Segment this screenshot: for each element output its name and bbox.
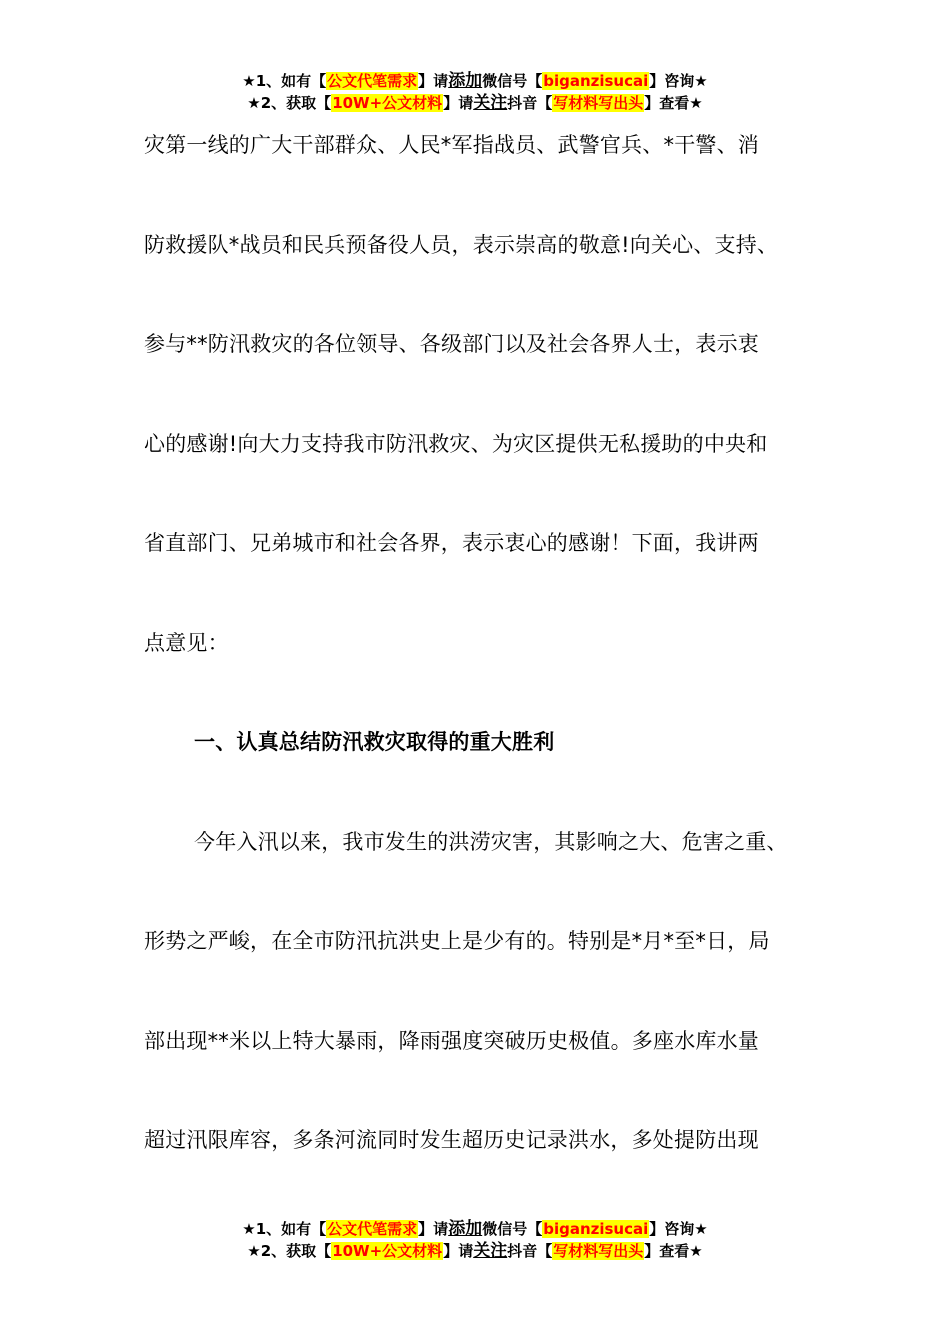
document-body	[144, 120, 824, 1215]
banner-line-2	[0, 92, 950, 114]
banner-text: 】请	[418, 1220, 449, 1238]
paragraph-line: 部出现**米以上特大暴雨，降雨强度突破历史极值。多座水库水量	[144, 1028, 759, 1053]
banner-line-1	[0, 1218, 950, 1240]
banner-text: ★1、如有【	[242, 1220, 327, 1238]
banner-emphasis: 添加	[448, 71, 483, 91]
footer-banner	[0, 1218, 950, 1262]
banner-emphasis: 添加	[448, 1219, 483, 1239]
banner-text: ★2、获取【	[247, 1242, 332, 1260]
paragraph-line: 省直部门、兄弟城市和社会各界，表示衷心的感谢！下面，我讲两	[144, 531, 759, 555]
banner-wechat-id: biganzisucai	[543, 1220, 649, 1238]
banner-text: 】咨询★	[649, 1220, 708, 1238]
paragraph-line: 今年入汛以来，我市发生的洪涝灾害，其影响之大、危害之重、	[194, 829, 788, 854]
banner-text: 抖音【	[507, 1242, 553, 1260]
paragraph-line: 超过汛限库容，多条河流同时发生超历史记录洪水，多处提防出现	[144, 1128, 759, 1152]
banner-text: 】请	[443, 94, 474, 112]
paragraph-line: 点意见：	[144, 630, 229, 655]
paragraph-line: 灾第一线的广大干部群众、人民*军指战员、武警官兵、*干警、消	[144, 133, 759, 157]
banner-highlight: 公文代笔需求	[327, 72, 418, 90]
banner-douyin-id: 写材料写出头	[553, 94, 644, 112]
banner-text: 抖音【	[507, 94, 553, 112]
banner-line-2	[0, 1240, 950, 1262]
banner-highlight: 公文代笔需求	[327, 1220, 418, 1238]
paragraph-line: 参与**防汛救灾的各位领导、各级部门以及社会各界人士，表示衷	[144, 332, 759, 356]
banner-highlight: 10W+公文材料	[332, 1242, 443, 1260]
section-heading: 一、认真总结防汛救灾取得的重大胜利	[194, 730, 555, 754]
banner-text: 】请	[443, 1242, 474, 1260]
banner-text: ★1、如有【	[242, 72, 327, 90]
banner-emphasis: 关注	[473, 1241, 508, 1261]
banner-text: 微信号【	[482, 1220, 543, 1238]
banner-text: ★2、获取【	[247, 94, 332, 112]
paragraph-line: 防救援队*战员和民兵预备役人员，表示崇高的敬意!向关心、支持、	[144, 232, 779, 257]
banner-douyin-id: 写材料写出头	[553, 1242, 644, 1260]
banner-emphasis: 关注	[473, 93, 508, 113]
header-banner	[0, 70, 950, 114]
banner-text: 】查看★	[644, 1242, 703, 1260]
banner-line-1	[0, 70, 950, 92]
banner-wechat-id: biganzisucai	[543, 72, 649, 90]
banner-text: 微信号【	[482, 72, 543, 90]
paragraph-line: 心的感谢!向大力支持我市防汛救灾、为灾区提供无私援助的中央和	[144, 431, 768, 456]
banner-text: 】咨询★	[649, 72, 708, 90]
banner-highlight: 10W+公文材料	[332, 94, 443, 112]
paragraph-line: 形势之严峻，在全市防汛抗洪史上是少有的。特别是*月*至*日，局	[144, 929, 770, 953]
banner-text: 】请	[418, 72, 449, 90]
banner-text: 】查看★	[644, 94, 703, 112]
